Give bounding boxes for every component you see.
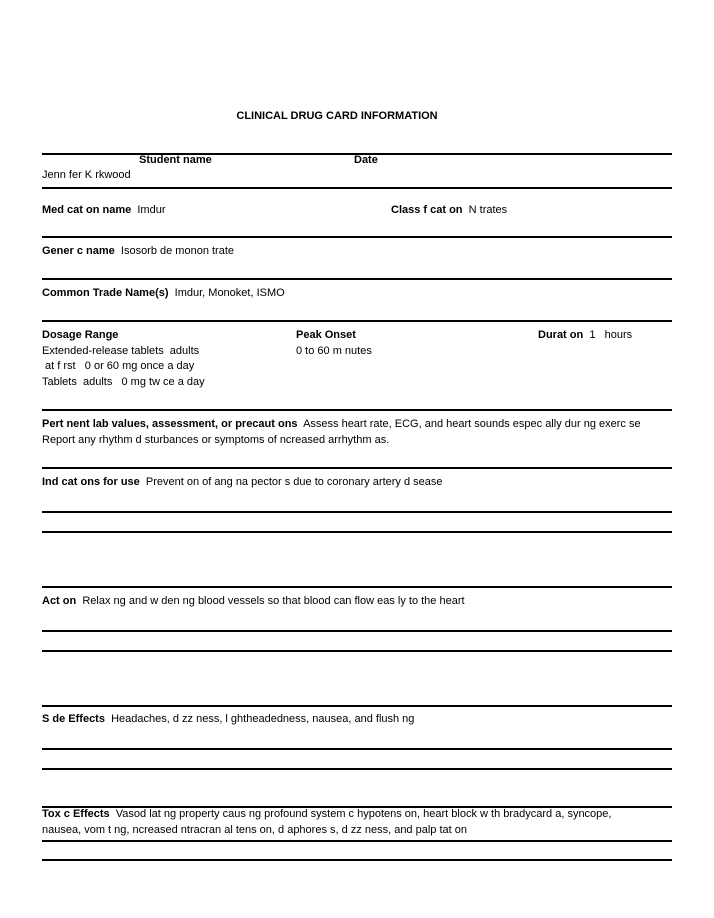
classification-field — [391, 203, 507, 219]
toxic-effects-label: Tox c Effects — [42, 808, 110, 820]
dosage-line[interactable]: Tablets adults 0 mg tw ce a day — [42, 376, 205, 388]
date-label: Date — [354, 154, 378, 166]
indications-value[interactable]: Prevent on of ang na pector s due to coronary artery d sease — [145, 476, 443, 488]
student-name-label: Student name — [139, 154, 212, 166]
indications-field — [42, 475, 443, 491]
divider — [42, 320, 672, 322]
blank-line — [42, 840, 672, 842]
blank-line — [42, 630, 672, 632]
blank-line — [42, 859, 672, 861]
trade-names-value[interactable]: Imdur, Monoket, ISMO — [174, 287, 285, 299]
divider — [42, 705, 672, 707]
toxic-effects-field — [42, 807, 611, 823]
divider — [42, 467, 672, 469]
trade-names-label: Common Trade Name(s) — [42, 287, 169, 299]
peak-onset-label: Peak Onset — [296, 329, 356, 341]
dosage-range-label: Dosage Range — [42, 329, 119, 341]
side-effects-label: S de Effects — [42, 713, 105, 725]
dosage-line[interactable]: Extended-release tablets adults — [42, 345, 200, 357]
lab-values-label: Pert nent lab values, assessment, or precaut ons — [42, 418, 298, 430]
classification-label: Class f cat on — [391, 204, 463, 216]
divider — [42, 236, 672, 238]
duration-field — [538, 328, 632, 344]
divider — [42, 278, 672, 280]
indications-label: Ind cat ons for use — [42, 476, 140, 488]
divider — [42, 409, 672, 411]
lab-values-field — [42, 417, 641, 433]
generic-name-value[interactable]: Isosorb de monon trate — [120, 245, 235, 257]
toxic-effects-value[interactable]: Vasod lat ng property caus ng profound system c hypotens on, heart block w th bradycard a, syncope, — [115, 808, 612, 820]
duration-value[interactable]: 1 hours — [589, 329, 633, 341]
medication-value[interactable]: Imdur — [137, 204, 166, 216]
generic-name-label: Gener c name — [42, 245, 115, 257]
blank-line — [42, 511, 672, 513]
action-value[interactable]: Relax ng and w den ng blood vessels so that blood can flow eas ly to the heart — [82, 595, 465, 607]
classification-value[interactable]: N trates — [468, 204, 508, 216]
medication-field — [42, 203, 166, 219]
divider — [42, 586, 672, 588]
page-title: CLINICAL DRUG CARD INFORMATION — [236, 110, 438, 122]
duration-label: Durat on — [538, 329, 584, 341]
trade-names-field — [42, 286, 285, 302]
generic-name-field — [42, 244, 234, 260]
action-label: Act on — [42, 595, 77, 607]
side-effects-field — [42, 712, 414, 728]
lab-values-value[interactable]: Assess heart rate, ECG, and heart sounds espec ally dur ng exerc se — [303, 418, 641, 430]
toxic-effects-value-line2[interactable]: nausea, vom t ng, ncreased ntracran al tens on, d aphores s, d zz ness, and palp tat on — [42, 824, 467, 836]
side-effects-value[interactable]: Headaches, d zz ness, l ghtheadedness, nausea, and flush ng — [111, 713, 415, 725]
medication-label: Med cat on name — [42, 204, 132, 216]
divider — [42, 187, 672, 189]
action-field — [42, 594, 465, 610]
blank-line — [42, 748, 672, 750]
blank-line — [42, 531, 672, 533]
blank-line — [42, 768, 672, 770]
lab-values-value-line2[interactable]: Report any rhythm d sturbances or symptoms of ncreased arrhythm as. — [42, 434, 390, 446]
peak-onset-value[interactable]: 0 to 60 m nutes — [296, 345, 372, 357]
dosage-line[interactable]: at f rst 0 or 60 mg once a day — [42, 360, 195, 372]
blank-line — [42, 650, 672, 652]
student-name-value[interactable]: Jenn fer K rkwood — [42, 169, 131, 181]
